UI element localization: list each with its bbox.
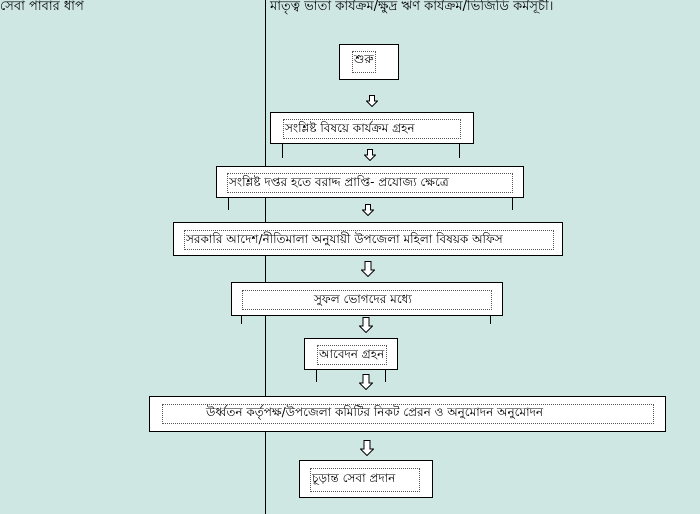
connector-tick: [459, 144, 460, 158]
step-label-final-service: চূড়ান্ত সেবা প্রদান: [312, 471, 396, 485]
left-column-header: সেবা পাবার ধাপ: [0, 0, 84, 14]
down-arrow-icon: [362, 204, 374, 216]
right-column-header: মাতৃত্ব ভাতা কার্যক্রম/ক্ষুদ্র ঋণ কার্যক্রম/ভিজিডি কর্মসূচী।: [270, 0, 554, 14]
connector-tick: [385, 370, 386, 382]
step-label-allocation: সংশ্লিষ্ট দপ্তর হতে বরাদ্দ প্রাপ্তি- প্রযোজ্য ক্ষেত্রে: [229, 175, 449, 189]
step-label-application: আবেদন গ্রহন: [319, 347, 385, 361]
down-arrow-icon: [361, 261, 375, 277]
flow-step-office: [173, 222, 563, 256]
step-label-action: সংশ্লিষ্ট বিষয়ে কার্যক্রম গ্রহন: [285, 121, 415, 135]
flow-step-application: [304, 338, 398, 370]
connector-tick: [512, 198, 513, 210]
flow-step-action: [270, 112, 474, 144]
flow-step-approval: [149, 396, 666, 432]
step-label-beneficiaries: সুফল ভোগদের মধ্যে: [314, 292, 412, 306]
flow-step-start: [339, 44, 399, 80]
connector-tick: [282, 144, 283, 158]
connector-tick: [228, 198, 229, 210]
connector-tick: [490, 316, 491, 324]
connector-tick: [241, 316, 242, 324]
flow-step-final-service: [299, 460, 433, 498]
down-arrow-icon: [359, 317, 373, 333]
down-arrow-icon: [366, 95, 378, 107]
step-label-office: সরকারি আদেশ/নীতিমালা অনুযায়ী উপজেলা মহিলা বিষয়ক অফিস: [186, 232, 503, 246]
down-arrow-icon: [364, 149, 376, 161]
connector-tick: [316, 370, 317, 382]
flow-step-beneficiaries: [231, 282, 503, 316]
step-label-approval: উর্ধ্বতন কর্তৃপক্ষ/উপজেলা কমিটির নিকট প্রেরন ও অনুমোদন অনুমোদন: [206, 405, 544, 419]
step-label-start: শুরু: [354, 52, 374, 66]
column-divider: [265, 0, 266, 514]
down-arrow-icon: [359, 374, 373, 390]
down-arrow-icon: [360, 440, 374, 456]
flow-step-allocation: [216, 166, 524, 198]
